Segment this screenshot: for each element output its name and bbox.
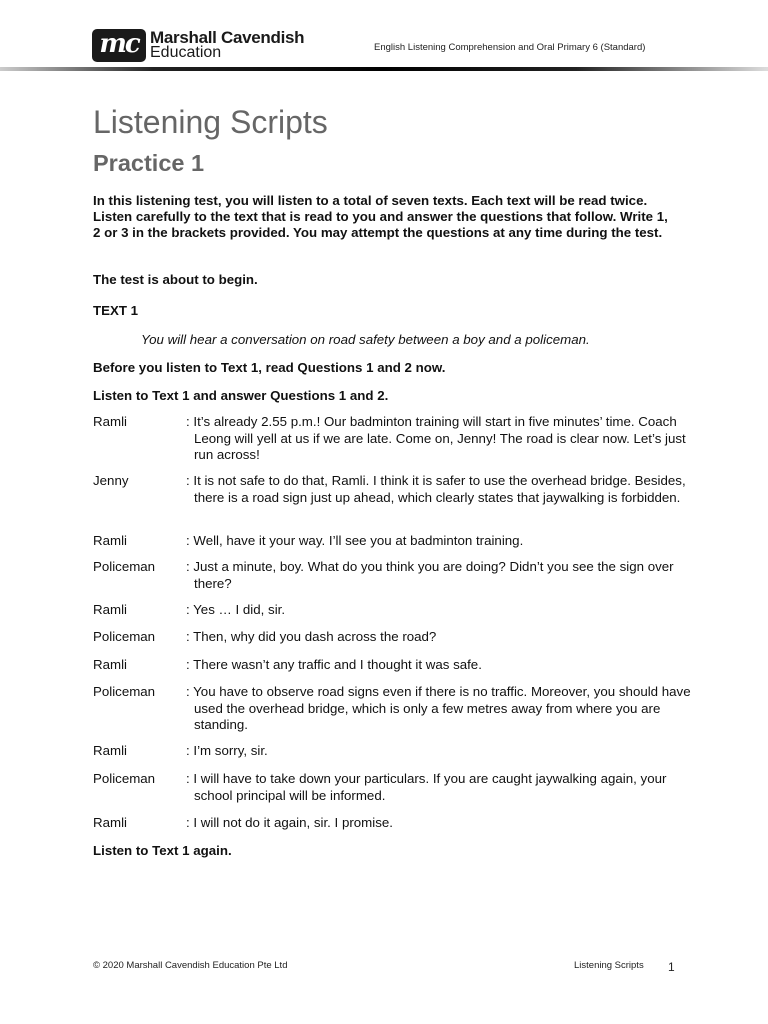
page-title: Listening Scripts bbox=[93, 104, 328, 140]
dialogue-line: : Just a minute, boy. What do you think you are doing? Didn’t you see the sign over there? bbox=[186, 559, 674, 591]
text-heading: TEXT 1 bbox=[93, 303, 139, 318]
dialogue-speaker: Ramli bbox=[93, 414, 127, 429]
dialogue-line: : I will have to take down your particulars. If you are caught jaywalking again, your school principal will be informed. bbox=[186, 771, 667, 803]
closing-instruction: Listen to Text 1 again. bbox=[93, 843, 232, 858]
text-description: You will hear a conversation on road safety between a boy and a policeman. bbox=[141, 332, 590, 347]
book-title: English Listening Comprehension and Oral Primary 6 (Standard) bbox=[374, 42, 646, 53]
dialogue-speaker: Ramli bbox=[93, 815, 127, 830]
dialogue-speaker: Ramli bbox=[93, 533, 127, 548]
footer-section: Listening Scripts bbox=[574, 960, 644, 971]
instruction-read: Before you listen to Text 1, read Questions 1 and 2 now. bbox=[93, 360, 446, 375]
instruction-listen: Listen to Text 1 and answer Questions 1 and 2. bbox=[93, 388, 389, 403]
dialogue-speaker: Policeman bbox=[93, 559, 156, 574]
dialogue-speaker: Policeman bbox=[93, 771, 156, 786]
dialogue-speaker: Policeman bbox=[93, 629, 156, 644]
dialogue-line: : I’m sorry, sir. bbox=[186, 743, 268, 758]
intro-paragraph: In this listening test, you will listen to a total of seven texts. Each text will be read twice. Listen carefully to the text that is read to you and answer the questions that follow. Write 1, 2 or 3 in the brackets provided. You may attempt the questions at any time during the test. bbox=[93, 193, 668, 240]
logo-text-line1: Marshall Cavendish bbox=[150, 28, 305, 47]
dialogue-speaker: Jenny bbox=[93, 473, 129, 488]
publisher-logo bbox=[92, 28, 305, 63]
dialogue-speaker: Ramli bbox=[93, 602, 127, 617]
header-divider bbox=[0, 67, 768, 71]
dialogue-line: : It is not safe to do that, Ramli. I think it is safer to use the overhead bridge. Besides, there is a road sign just up ahead, which clearly states that jaywalking is forbidden. bbox=[186, 473, 686, 505]
dialogue-speaker: Ramli bbox=[93, 743, 127, 758]
logo-text-line2: Education bbox=[150, 44, 222, 61]
dialogue-line: : Yes … I did, sir. bbox=[186, 602, 286, 617]
dialogue-line: : Then, why did you dash across the road? bbox=[186, 629, 437, 644]
dialogue-line: : You have to observe road signs even if there is no traffic. Moreover, you should have used the overhead bridge, which is only a few metres away from where you are standing. bbox=[186, 684, 691, 732]
page-subtitle: Practice 1 bbox=[93, 150, 205, 176]
logo-mark: mc bbox=[92, 29, 146, 62]
page-number: 1 bbox=[668, 960, 675, 974]
dialogue-speaker: Policeman bbox=[93, 684, 156, 699]
dialogue-line: : It’s already 2.55 p.m.! Our badminton training will start in five minutes’ time. Coach Leong will yell at us if we are late. Come on, Jenny! The road is clear now. Let’s just run across! bbox=[186, 414, 686, 462]
dialogue-line: : Well, have it your way. I’ll see you at badminton training. bbox=[186, 533, 524, 548]
dialogue-line: : There wasn’t any traffic and I thought it was safe. bbox=[186, 657, 482, 672]
begin-text: The test is about to begin. bbox=[93, 272, 258, 287]
footer-copyright: © 2020 Marshall Cavendish Education Pte Ltd bbox=[93, 960, 288, 971]
dialogue-speaker: Ramli bbox=[93, 657, 127, 672]
dialogue-line: : I will not do it again, sir. I promise. bbox=[186, 815, 393, 830]
